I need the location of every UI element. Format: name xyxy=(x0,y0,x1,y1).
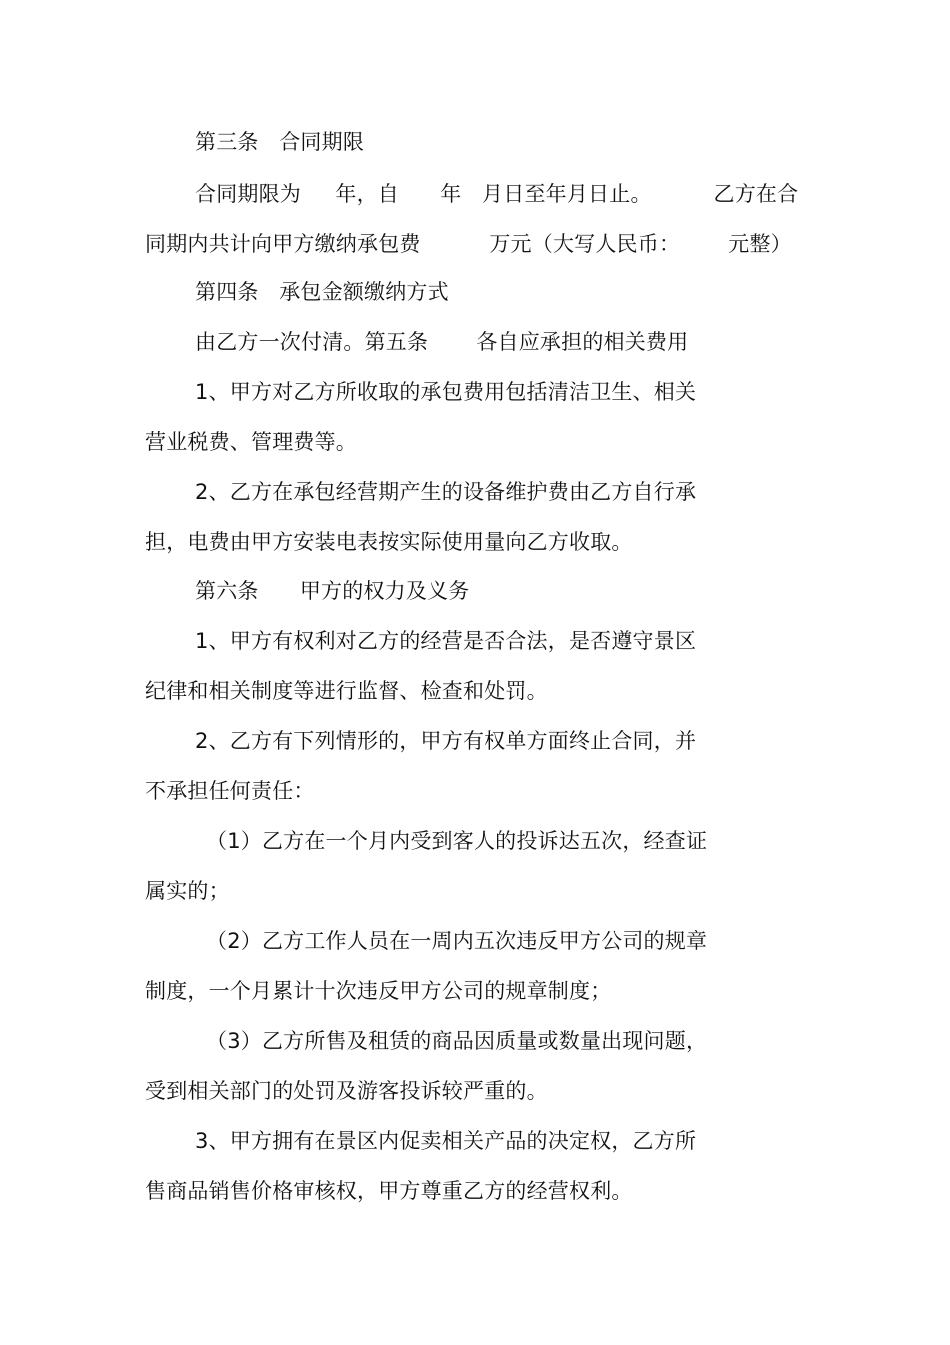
paragraph-line: 2、乙方有下列情形的，甲方有权单方面终止合同，并 xyxy=(195,729,697,753)
paragraph-line: 2、乙方在承包经营期产生的设备维护费由乙方自行承 xyxy=(195,480,697,504)
paragraph-line: 1、甲方有权利对乙方的经营是否合法，是否遵守景区 xyxy=(195,629,697,653)
paragraph-line: 合同期限为 年，自 年 月日至年月日止。 乙方在合 xyxy=(195,182,799,206)
article-3-heading: 第三条 合同期限 xyxy=(195,130,365,154)
list-item: （2）乙方工作人员在一周内五次违反甲方公司的规章 xyxy=(206,929,708,953)
paragraph-line: 纪律和相关制度等进行监督、检查和处罚。 xyxy=(145,679,548,703)
paragraph-line: 担，电费由甲方安装电表按实际使用量向乙方收取。 xyxy=(145,530,633,554)
article-6-heading: 第六条 甲方的权力及义务 xyxy=(195,579,470,603)
article-4-heading: 第四条 承包金额缴纳方式 xyxy=(195,280,449,304)
paragraph-line: 1、甲方对乙方所收取的承包费用包括清洁卫生、相关 xyxy=(195,380,697,404)
paragraph-line: 制度，一个月累计十次违反甲方公司的规章制度； xyxy=(145,979,612,1003)
paragraph-line: 同期内共计向甲方缴纳承包费 万元（大写人民币： 元整） xyxy=(145,232,792,256)
list-item: （3）乙方所售及租赁的商品因质量或数量出现问题， xyxy=(206,1029,708,1053)
paragraph-line: 由乙方一次付清。第五条 各自应承担的相关费用 xyxy=(195,330,689,354)
paragraph-line: 属实的； xyxy=(145,879,230,903)
paragraph-line: 受到相关部门的处罚及游客投诉较严重的。 xyxy=(145,1079,548,1103)
paragraph-line: 售商品销售价格审核权，甲方尊重乙方的经营权利。 xyxy=(145,1179,633,1203)
paragraph-line: 3、甲方拥有在景区内促卖相关产品的决定权，乙方所 xyxy=(195,1129,697,1153)
list-item: （1）乙方在一个月内受到客人的投诉达五次，经查证 xyxy=(206,829,708,853)
paragraph-line: 营业税费、管理费等。 xyxy=(145,430,357,454)
paragraph-line: 不承担任何责任： xyxy=(145,779,315,803)
